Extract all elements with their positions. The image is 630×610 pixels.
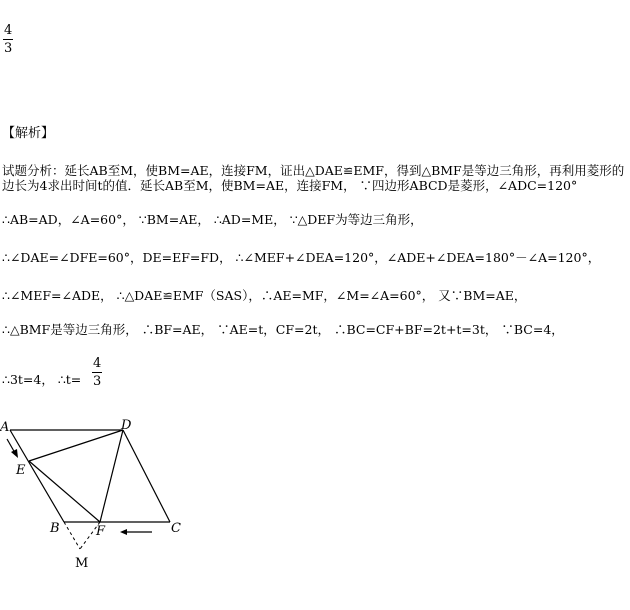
side-dc xyxy=(123,430,170,522)
label-b: B xyxy=(50,521,60,536)
fraction-bar xyxy=(92,372,102,373)
analysis-line-1: 试题分析：延长AB至M，使BM=AE，连接FM，证出△DAE≌EMF，得到△BMF是等边三角形，再利用菱形的 xyxy=(2,163,625,178)
dashed-bm xyxy=(64,522,80,549)
result-fraction xyxy=(92,357,102,388)
label-f: F xyxy=(96,524,106,539)
section-header: 【解析】 xyxy=(2,126,55,141)
arrow-a-to-e-head xyxy=(11,449,18,458)
label-d: D xyxy=(121,418,132,433)
rhombus-figure xyxy=(0,415,200,590)
label-c: C xyxy=(171,521,181,536)
answer-fraction xyxy=(3,24,13,55)
arrow-c-to-f-head xyxy=(120,529,127,535)
answer-numerator: 4 xyxy=(4,23,13,38)
segment-ef xyxy=(29,461,100,522)
result-denominator: 3 xyxy=(93,374,102,389)
fraction-bar xyxy=(3,39,13,40)
analysis-line-7: ∴3t=4， ∴t= xyxy=(2,372,82,387)
analysis-line-3: ∴AB=AD，∠A=60°， ∵BM=AE， ∴AD=ME， ∵△DEF为等边三角形， xyxy=(2,212,423,227)
analysis-line-6: ∴△BMF是等边三角形， ∴BF=AE， ∵AE=t，CF=2t， ∴BC=CF+BF=2t+t=3t， ∵BC=4， xyxy=(2,322,564,337)
analysis-line-5: ∴∠MEF=∠ADE， ∴△DAE≌EMF（SAS），∴AE=MF，∠M=∠A=60°， 又∵BM=AE， xyxy=(2,288,527,303)
answer-denominator: 3 xyxy=(4,41,13,56)
analysis-line-2: 边长为4求出时间t的值．延长AB至M，使BM=AE，连接FM， ∵四边形ABCD是菱形，∠ADC=120° xyxy=(2,178,578,193)
analysis-line-4: ∴∠DAE=∠DFE=60°，DE=EF=FD， ∴∠MEF+∠DEA=120°，∠ADE+∠DEA=180°－∠A=120°， xyxy=(2,250,601,265)
result-numerator: 4 xyxy=(93,356,102,371)
label-m: M xyxy=(75,556,89,571)
segment-df xyxy=(100,430,123,522)
label-e: E xyxy=(16,463,26,478)
segment-de xyxy=(29,430,123,461)
label-a: A xyxy=(0,420,10,435)
